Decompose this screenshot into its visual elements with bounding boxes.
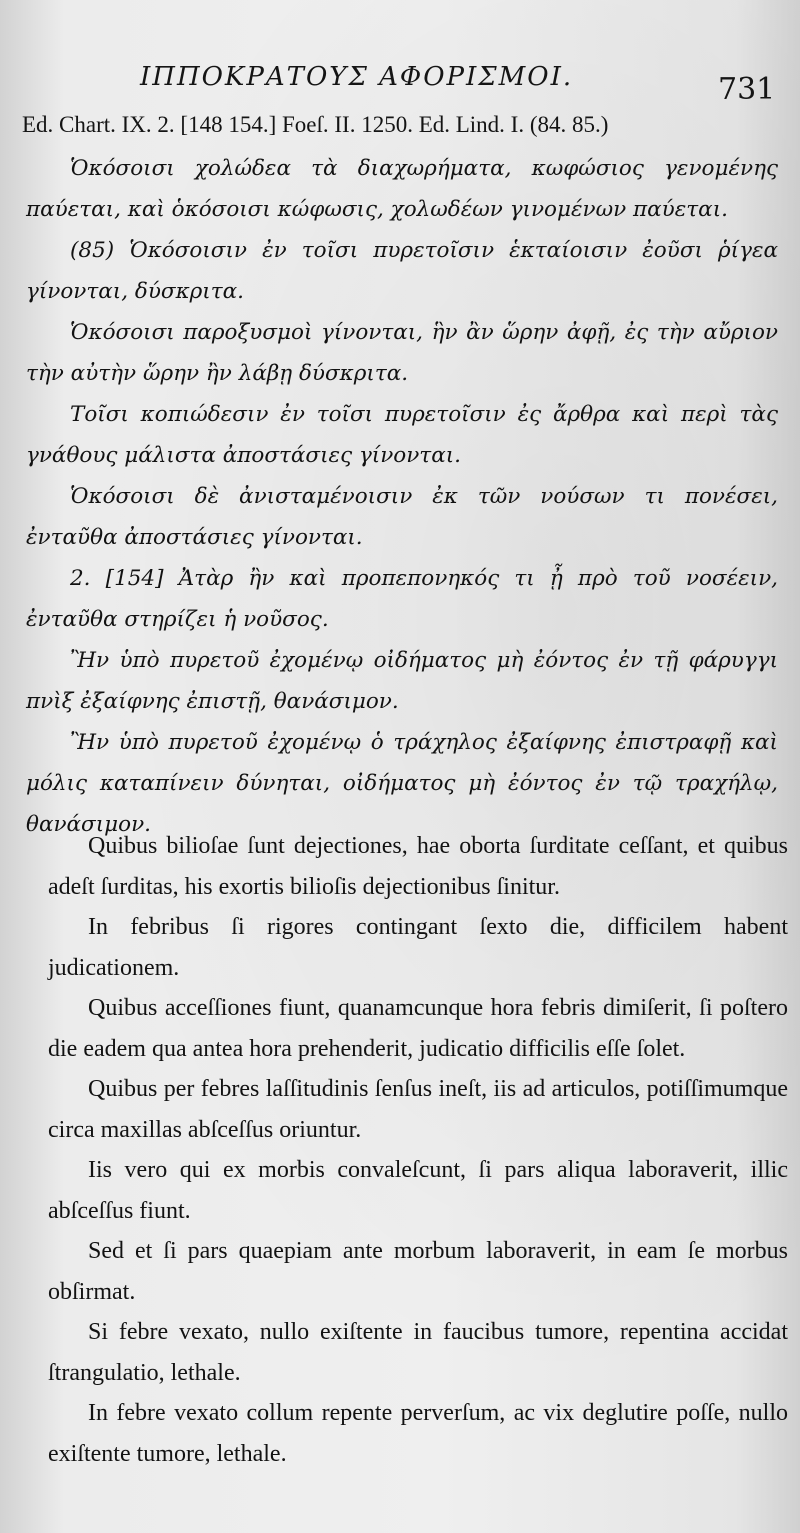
- greek-text-block: [26, 148, 778, 845]
- running-head: ΙΠΠΟΚΡΑΤΟΥΣ ΑΦΟΡΙΣΜΟΙ.: [140, 62, 574, 92]
- latin-paragraph: Si febre vexato, nullo exiſtente in faucibus tumore, repentina accidat ſtrangulatio, lethale.: [48, 1319, 788, 1386]
- page-header: [0, 50, 800, 110]
- page-number: 731: [718, 72, 776, 107]
- latin-paragraph: Quibus acceſſiones fiunt, quanamcunque hora febris dimiſerit, ſi poſtero die eadem qua antea hora prehenderit, judicatio difficilis eſſe ſolet.: [48, 995, 788, 1062]
- greek-paragraph: Ὁκόσοισι δὲ ἀνισταμένοισιν ἐκ τῶν νούσων τι πονέσει, ἐνταῦθα ἀποστάσιες γίνονται.: [26, 484, 778, 550]
- latin-paragraph: In febribus ſi rigores contingant ſexto die, difficilem habent judicationem.: [48, 914, 788, 981]
- greek-paragraph: Ἢν ὑπὸ πυρετοῦ ἐχομένῳ ὁ τράχηλος ἐξαίφνης ἐπιστραφῇ καὶ μόλις καταπίνειν δύνηται, οἰδήματος μὴ ἐόντος ἐν τῷ τραχήλῳ, θανάσιμον.: [26, 730, 778, 837]
- greek-paragraph: Ὁκόσοισι χολώδεα τὰ διαχωρήματα, κωφώσιος γενομένης παύεται, καὶ ὁκόσοισι κώφωσις, χολωδέων γινομένων παύεται.: [26, 156, 778, 222]
- edition-reference: Ed. Chart. IX. 2. [148 154.] Foeſ. II. 1250. Ed. Lind. I. (84. 85.): [22, 112, 609, 137]
- latin-paragraph: In febre vexato collum repente perverſum, ac vix deglutire poſſe, nullo exiſtente tumore, lethale.: [48, 1400, 788, 1467]
- latin-paragraph: Iis vero qui ex morbis convaleſcunt, ſi pars aliqua laboraverit, illic abſceſſus fiunt.: [48, 1157, 788, 1224]
- greek-paragraph: 2. [154] Ἀτὰρ ἢν καὶ προπεπονηκός τι ᾖ πρὸ τοῦ νοσέειν, ἐνταῦθα στηρίζει ἡ νοῦσος.: [26, 566, 778, 632]
- latin-paragraph: Sed et ſi pars quaepiam ante morbum laboraverit, in eam ſe morbus obſirmat.: [48, 1238, 788, 1305]
- latin-paragraph: Quibus per febres laſſitudinis ſenſus ineſt, iis ad articulos, potiſſimumque circa maxillas abſceſſus oriuntur.: [48, 1076, 788, 1143]
- greek-paragraph: Ὁκόσοισι παροξυσμοὶ γίνονται, ἣν ἂν ὥρην ἀφῇ, ἐς τὴν αὔριον τὴν αὐτὴν ὥρην ἢν λάβῃ δύσκριτα.: [26, 320, 778, 386]
- greek-paragraph: (85) Ὁκόσοισιν ἐν τοῖσι πυρετοῖσιν ἑκταίοισιν ἐοῦσι ῥίγεα γίνονται, δύσκριτα.: [26, 238, 778, 304]
- latin-text-block: [48, 826, 788, 1474]
- greek-paragraph: Τοῖσι κοπιώδεσιν ἐν τοῖσι πυρετοῖσιν ἐς ἄρθρα καὶ περὶ τὰς γνάθους μάλιστα ἀποστάσιες γίνονται.: [26, 402, 778, 468]
- greek-paragraph: Ἢν ὑπὸ πυρετοῦ ἐχομένῳ οἰδήματος μὴ ἐόντος ἐν τῇ φάρυγγι πνὶξ ἐξαίφνης ἐπιστῇ, θανάσιμον.: [26, 648, 778, 714]
- latin-paragraph: Quibus bilioſae ſunt dejectiones, hae oborta ſurditate ceſſant, et quibus adeſt ſurditas, his exortis bilioſis dejectionibus ſinitur.: [48, 833, 788, 900]
